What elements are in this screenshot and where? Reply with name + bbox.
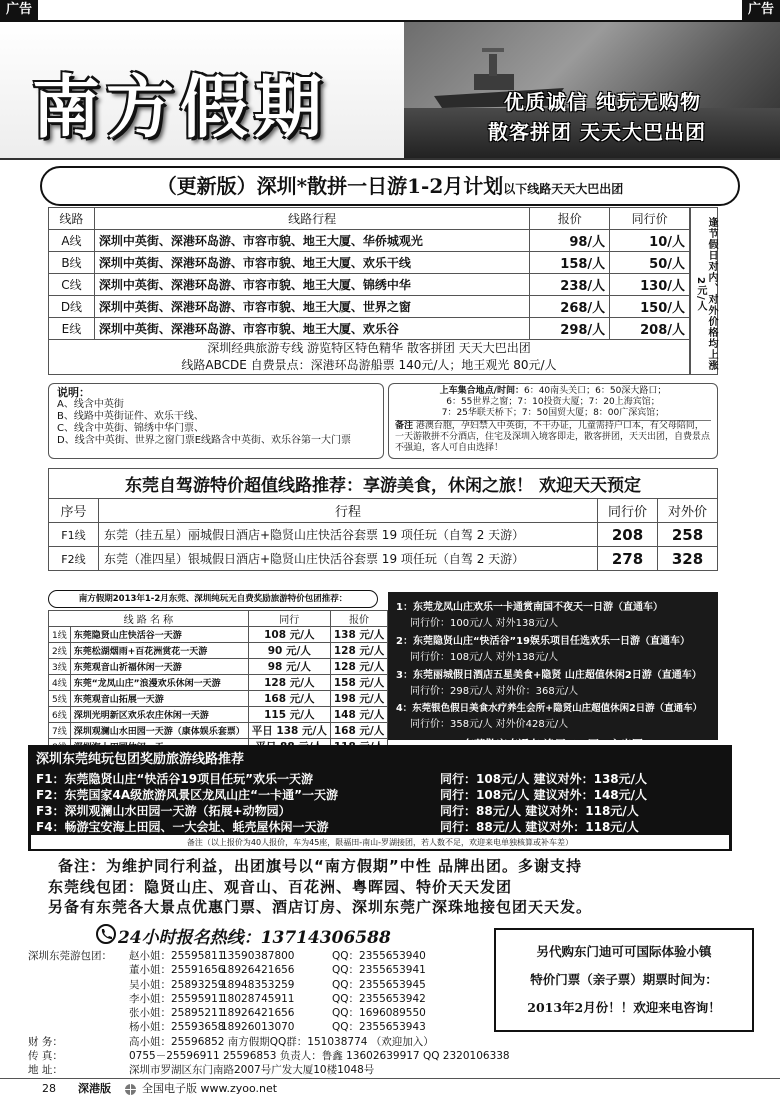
route-itinerary: 深圳中英街、深港环岛游、市容市貌、地王大厦、欢乐干线	[94, 252, 530, 274]
route-peer-price: 208/人	[610, 318, 690, 340]
tour-name: 东莞隐贤山庄快活谷一天游	[70, 627, 248, 643]
tour-name: 深圳观澜山水田园一天游（康体娱乐套票）	[70, 723, 248, 739]
promo-item-title: 3：东莞丽城假日酒店五星美食+隐贤 山庄超值休闲2日游（直通车）	[396, 670, 702, 681]
remark-text: 港澳台胞，孕妇禁入中英街，不干办证，儿童需持户口本，有父母陪同，一天游散拼不分酒店，住宅及深圳入境客即走，散客拼团，天天出团，自费景点不强迫，客人可自由选择！	[395, 421, 711, 453]
assembly-line: 7：25华联天桥下；7：50国贸大厦；8：00广深宾馆；	[441, 408, 665, 418]
tour-price: 138 元/人	[330, 627, 387, 643]
route-price: 238/人	[530, 274, 610, 296]
tour-price: 158 元/人	[330, 675, 387, 691]
table-row	[49, 691, 388, 707]
incentive-route: F4：畅游宝安海上田园、一大会址、蚝壳屋休闲一天游	[36, 820, 329, 834]
contact-name: 赵小姐：25595811	[129, 950, 225, 962]
phone-icon	[96, 924, 116, 944]
list-item	[36, 802, 724, 818]
holiday-surcharge-note: 逢节假日对内、对外价格均上涨2元/人	[690, 207, 718, 375]
ticket-promo-line: 2013年2月份！！欢迎来电咨询！	[527, 1000, 721, 1015]
promo-item-price: 同行价：100元/人 对外138元/人	[410, 618, 559, 629]
route-line: B线	[49, 252, 95, 274]
hotline-number: 24小时报名热线：13714306588	[118, 928, 391, 948]
incentive-route: F3：深圳观澜山水田园一天游（拓展+动物园）	[36, 804, 291, 818]
contact-qq: QQ：2355653943	[332, 1021, 426, 1034]
ticket-promo-line: 特价门票（亲子票）期票时间为：	[530, 972, 718, 987]
table-row	[49, 675, 388, 691]
contact-name: 杨小姐：25593658	[129, 1021, 225, 1034]
assembly-label: 上车集合地点/时间：	[439, 386, 524, 396]
dongguan-selfdrive-table	[48, 468, 718, 571]
tour-price: 128 元/人	[330, 659, 387, 675]
col-header-route: 行程	[98, 499, 597, 523]
incentive-title: 深圳东莞纯玩包团奖励旅游线路推荐	[36, 752, 245, 767]
section1-title: （更新版）深圳*散拼一日游1-2月计划	[156, 174, 504, 198]
route-peer-price: 10/人	[610, 230, 690, 252]
contact-name: 李小姐：25595911	[129, 992, 225, 1005]
assembly-line: 6：55世界之窗；7：10投资大厦；7：20上海宾馆；	[446, 397, 660, 407]
selfdrive-no: F1线	[49, 523, 99, 547]
contact-name: 董小姐：25591656	[129, 964, 225, 977]
list-item	[36, 770, 724, 786]
tour-peer: 90 元/人	[248, 643, 330, 659]
brand-logo: 南方假期	[32, 68, 329, 148]
tour-no: 4线	[49, 675, 71, 691]
slogan-line-1: 优质诚信 纯玩无购物	[504, 90, 701, 114]
remark-line: 东莞线包团：隐贤山庄、观音山、百花洲、粤晖园、特价天天发团	[48, 878, 513, 896]
route-peer-price: 130/人	[610, 274, 690, 296]
ticket-promo-box	[494, 928, 754, 1032]
incentive-prices: 同行：88元/人 建议对外：118元/人	[440, 820, 639, 834]
tour-price: 128 元/人	[330, 643, 387, 659]
table-row	[49, 707, 388, 723]
contact-mobile: 18948353259	[221, 978, 295, 991]
selfdrive-route: 东莞（准四星）银城假日酒店+隐贤山庄快活谷套票 19 项任玩（自驾 2 天游）	[98, 547, 597, 571]
col-header-public: 对外价	[658, 499, 718, 523]
assembly-box	[388, 383, 718, 459]
address-text: 深圳市罗湖区东门南路2007号广发大厦10楼1048号	[129, 1064, 375, 1077]
finance-text: 高小姐：25596852 南方假期QQ群：151038774 （欢迎加入）	[129, 1035, 434, 1048]
table-header-row	[49, 499, 718, 523]
table-row	[49, 252, 690, 274]
header	[0, 22, 780, 160]
remark-label: 备注	[395, 421, 414, 431]
route-itinerary: 深圳中英街、深港环岛游、市容市貌、地王大厦、欢乐谷	[94, 318, 530, 340]
col-header-route: 线路行程	[94, 208, 530, 230]
tour-no: 6线	[49, 707, 71, 723]
ticket-promo-line: 另代购东门迪可可国际体验小镇	[536, 944, 712, 959]
table-row	[49, 723, 388, 739]
contact-qq: QQ：2355653941	[332, 964, 426, 977]
contact-mobile: 18926421656	[221, 964, 295, 977]
tour-name: 东莞观音山祈福休闲一天游	[70, 659, 248, 675]
col-header-line: 线路	[49, 208, 95, 230]
table-row	[49, 627, 388, 643]
selfdrive-title-row	[49, 469, 718, 499]
page-footer	[0, 1078, 780, 1100]
tour-no: 1线	[49, 627, 71, 643]
col-header-name: 线 路 名 称	[49, 611, 249, 627]
hero-image	[404, 22, 780, 158]
table-row	[49, 659, 388, 675]
table-row	[49, 643, 388, 659]
note-item: A、线含中英街	[57, 399, 124, 410]
selfdrive-public: 258	[658, 523, 718, 547]
contact-qq: QQ：2355653945	[332, 978, 426, 991]
incentive-route: F2：东莞国家4A级旅游风景区龙凤山庄“一卡通”一天游	[36, 788, 338, 802]
table-row	[49, 318, 690, 340]
tour-peer: 98 元/人	[248, 659, 330, 675]
tour-no: 3线	[49, 659, 71, 675]
tour-price: 168 元/人	[330, 723, 387, 739]
finance-label: 财 务：	[28, 1035, 63, 1048]
note-item: D、线含中英街、世界之窗门票E线路含中英街、欢乐谷第一大门票	[57, 435, 352, 446]
tour-peer: 平日 138 元/人	[248, 723, 330, 739]
table-row	[49, 296, 690, 318]
selfdrive-badge: 欢迎天天预定	[538, 476, 641, 496]
notes-title: 说明：	[57, 386, 90, 399]
section1-banner	[40, 166, 740, 206]
col-header-price: 报价	[330, 611, 387, 627]
route-itinerary: 深圳中英街、深港环岛游、市容市貌、地王大厦、华侨城观光	[94, 230, 530, 252]
express-bus-promo	[388, 592, 718, 740]
tour-price: 198 元/人	[330, 691, 387, 707]
selfdrive-no: F2线	[49, 547, 99, 571]
tour-peer: 168 元/人	[248, 691, 330, 707]
fax-text: 0755－25596911 25596853 负责人：鲁鑫 13602639917 QQ 2320106338	[129, 1050, 510, 1063]
tour-name: 东莞观音山拓展一天游	[70, 691, 248, 707]
route-line: C线	[49, 274, 95, 296]
promo-item-title: 1：东莞龙凤山庄欢乐一卡通赏南国不夜天一日游（直通车）	[396, 602, 663, 613]
tour-no: 2线	[49, 643, 71, 659]
selfdrive-public: 328	[658, 547, 718, 571]
ad-label-left: 广告	[0, 0, 38, 20]
assembly-line: 6：40南头关口；6：50深大路口；	[523, 386, 667, 396]
table-header-row	[49, 208, 690, 230]
edition-name: 深港版	[78, 1082, 111, 1095]
tour-name: 东莞松湖烟雨+百花洲赏花一天游	[70, 643, 248, 659]
list-item	[36, 786, 724, 802]
contact-name: 张小姐：25895211	[129, 1007, 225, 1020]
promo-item-title: 4：东莞银色假日美食水疗养生会所+隐贤山庄超值休闲2日游（直通车）	[396, 703, 703, 714]
table-row	[49, 274, 690, 296]
notes-box	[48, 383, 384, 459]
contact-qq: QQ：2355653942	[332, 992, 426, 1005]
contact-label: 深圳东莞游包团：	[28, 950, 112, 962]
table-row	[49, 547, 718, 571]
tour-no: 7线	[49, 723, 71, 739]
contact-qq: QQ：2355653940	[332, 950, 426, 962]
route-line: A线	[49, 230, 95, 252]
list-item	[36, 818, 724, 834]
tour-peer: 128 元/人	[248, 675, 330, 691]
ad-label-right: 广告	[742, 0, 780, 20]
contact-qq: QQ：1696089550	[332, 1007, 426, 1020]
route-itinerary: 深圳中英街、深港环岛游、市容市貌、地王大厦、世界之窗	[94, 296, 530, 318]
route-price: 158/人	[530, 252, 610, 274]
route-price: 98/人	[530, 230, 610, 252]
col-header-price: 报价	[530, 208, 610, 230]
address-label: 地 址：	[28, 1064, 63, 1077]
tour-no: 5线	[49, 691, 71, 707]
tour-name: 东莞“龙凤山庄”浪漫欢乐休闲一天游	[70, 675, 248, 691]
contact-mobile: 18028745911	[221, 992, 295, 1005]
route-itinerary: 深圳中英街、深港环岛游、市容市貌、地王大厦、锦绣中华	[94, 274, 530, 296]
remark-line: 另备有东莞各大景点优惠门票、酒店订房、深圳东莞广深珠地接包团天天发。	[48, 898, 593, 916]
fax-label: 传 真：	[28, 1050, 63, 1063]
route-price: 268/人	[530, 296, 610, 318]
contact-mobile: 18926013070	[221, 1021, 295, 1034]
route-line: D线	[49, 296, 95, 318]
table-row	[49, 230, 690, 252]
website-link[interactable]: 全国电子版 www.zyoo.net	[142, 1082, 278, 1095]
contact-mobile: 13590387800	[221, 950, 295, 962]
route-line: E线	[49, 318, 95, 340]
selfdrive-peer: 208	[598, 523, 658, 547]
incentive-note: 备注（以上报价为40人报价，车为45座，限福田-南山-罗湖接团，若人数不足，欢迎来电单独核算或补车差）	[30, 834, 730, 850]
incentive-prices: 同行：108元/人 建议对外：148元/人	[440, 788, 648, 802]
page-number: 28	[42, 1082, 56, 1095]
globe-icon	[124, 1083, 137, 1096]
col-header-peer: 同行价	[598, 499, 658, 523]
incentive-route: F1：东莞隐贤山庄“快活谷19项目任玩”欢乐一天游	[36, 772, 314, 786]
tour-name: 深圳光明新区欢乐农庄休闲一天游	[70, 707, 248, 723]
selfdrive-route: 东莞（挂五星）丽城假日酒店+隐贤山庄快活谷套票 19 项任玩（自驾 2 天游）	[98, 523, 597, 547]
group-tour-banner: 南方假期2013年1-2月东莞、深圳纯玩无自费奖励旅游特价包团推荐：	[48, 590, 378, 608]
route-peer-price: 50/人	[610, 252, 690, 274]
route-price: 298/人	[530, 318, 610, 340]
incentive-prices: 同行：88元/人 建议对外：118元/人	[440, 804, 639, 818]
remark-line: 备注：为维护同行利益，出团旗号以“南方假期”中性 品牌出团。多谢支持	[58, 857, 582, 875]
promo-item-price: 同行价：298元/人 对外价：368元/人	[410, 686, 579, 697]
selfdrive-peer: 278	[598, 547, 658, 571]
tour-peer: 108 元/人	[248, 627, 330, 643]
col-header-peer: 同行价	[610, 208, 690, 230]
promo-item-price: 同行价：108元/人 对外138元/人	[410, 652, 559, 663]
tour-price: 148 元/人	[330, 707, 387, 723]
note-item: C、线含中英街、锦绣中华门票、	[57, 423, 204, 434]
route-footer-line-2: 线路ABCDE 自费景点：深港环岛游船票 140元/人；地王观光 80元/人	[181, 358, 557, 372]
table-header-row	[49, 611, 388, 627]
contact-name: 吴小姐：25893259	[129, 978, 225, 991]
note-item: B、线路中英街证件、欢乐干线、	[57, 411, 204, 422]
slogan-line-2: 散客拼团 天天大巴出团	[488, 120, 706, 144]
incentive-prices: 同行：108元/人 建议对外：138元/人	[440, 772, 648, 786]
selfdrive-title	[49, 469, 718, 499]
group-tour-table	[48, 610, 388, 755]
col-header-no: 序号	[49, 499, 99, 523]
route-table-footer	[48, 339, 690, 375]
tour-peer: 115 元/人	[248, 707, 330, 723]
table-row	[49, 523, 718, 547]
promo-item-price: 同行价：358元/人 对外价428元/人	[410, 719, 569, 730]
col-header-peer: 同行	[248, 611, 330, 627]
route-footer-line-1: 深圳经典旅游专线 游览特区特色精华 散客拼团 天天大巴出团	[207, 341, 531, 355]
selfdrive-title-text: 东莞自驾游特价超值线路推荐：享游美食，休闲之旅！	[125, 476, 534, 496]
shenzhen-route-table	[48, 207, 690, 340]
route-peer-price: 150/人	[610, 296, 690, 318]
contact-mobile: 18926421656	[221, 1007, 295, 1020]
section1-title-suffix: 以下线路天天大巴出团	[503, 182, 624, 196]
promo-item-title: 2：东莞隐贤山庄“快活谷”19娱乐项目任选欢乐一日游（直通车）	[396, 636, 691, 647]
